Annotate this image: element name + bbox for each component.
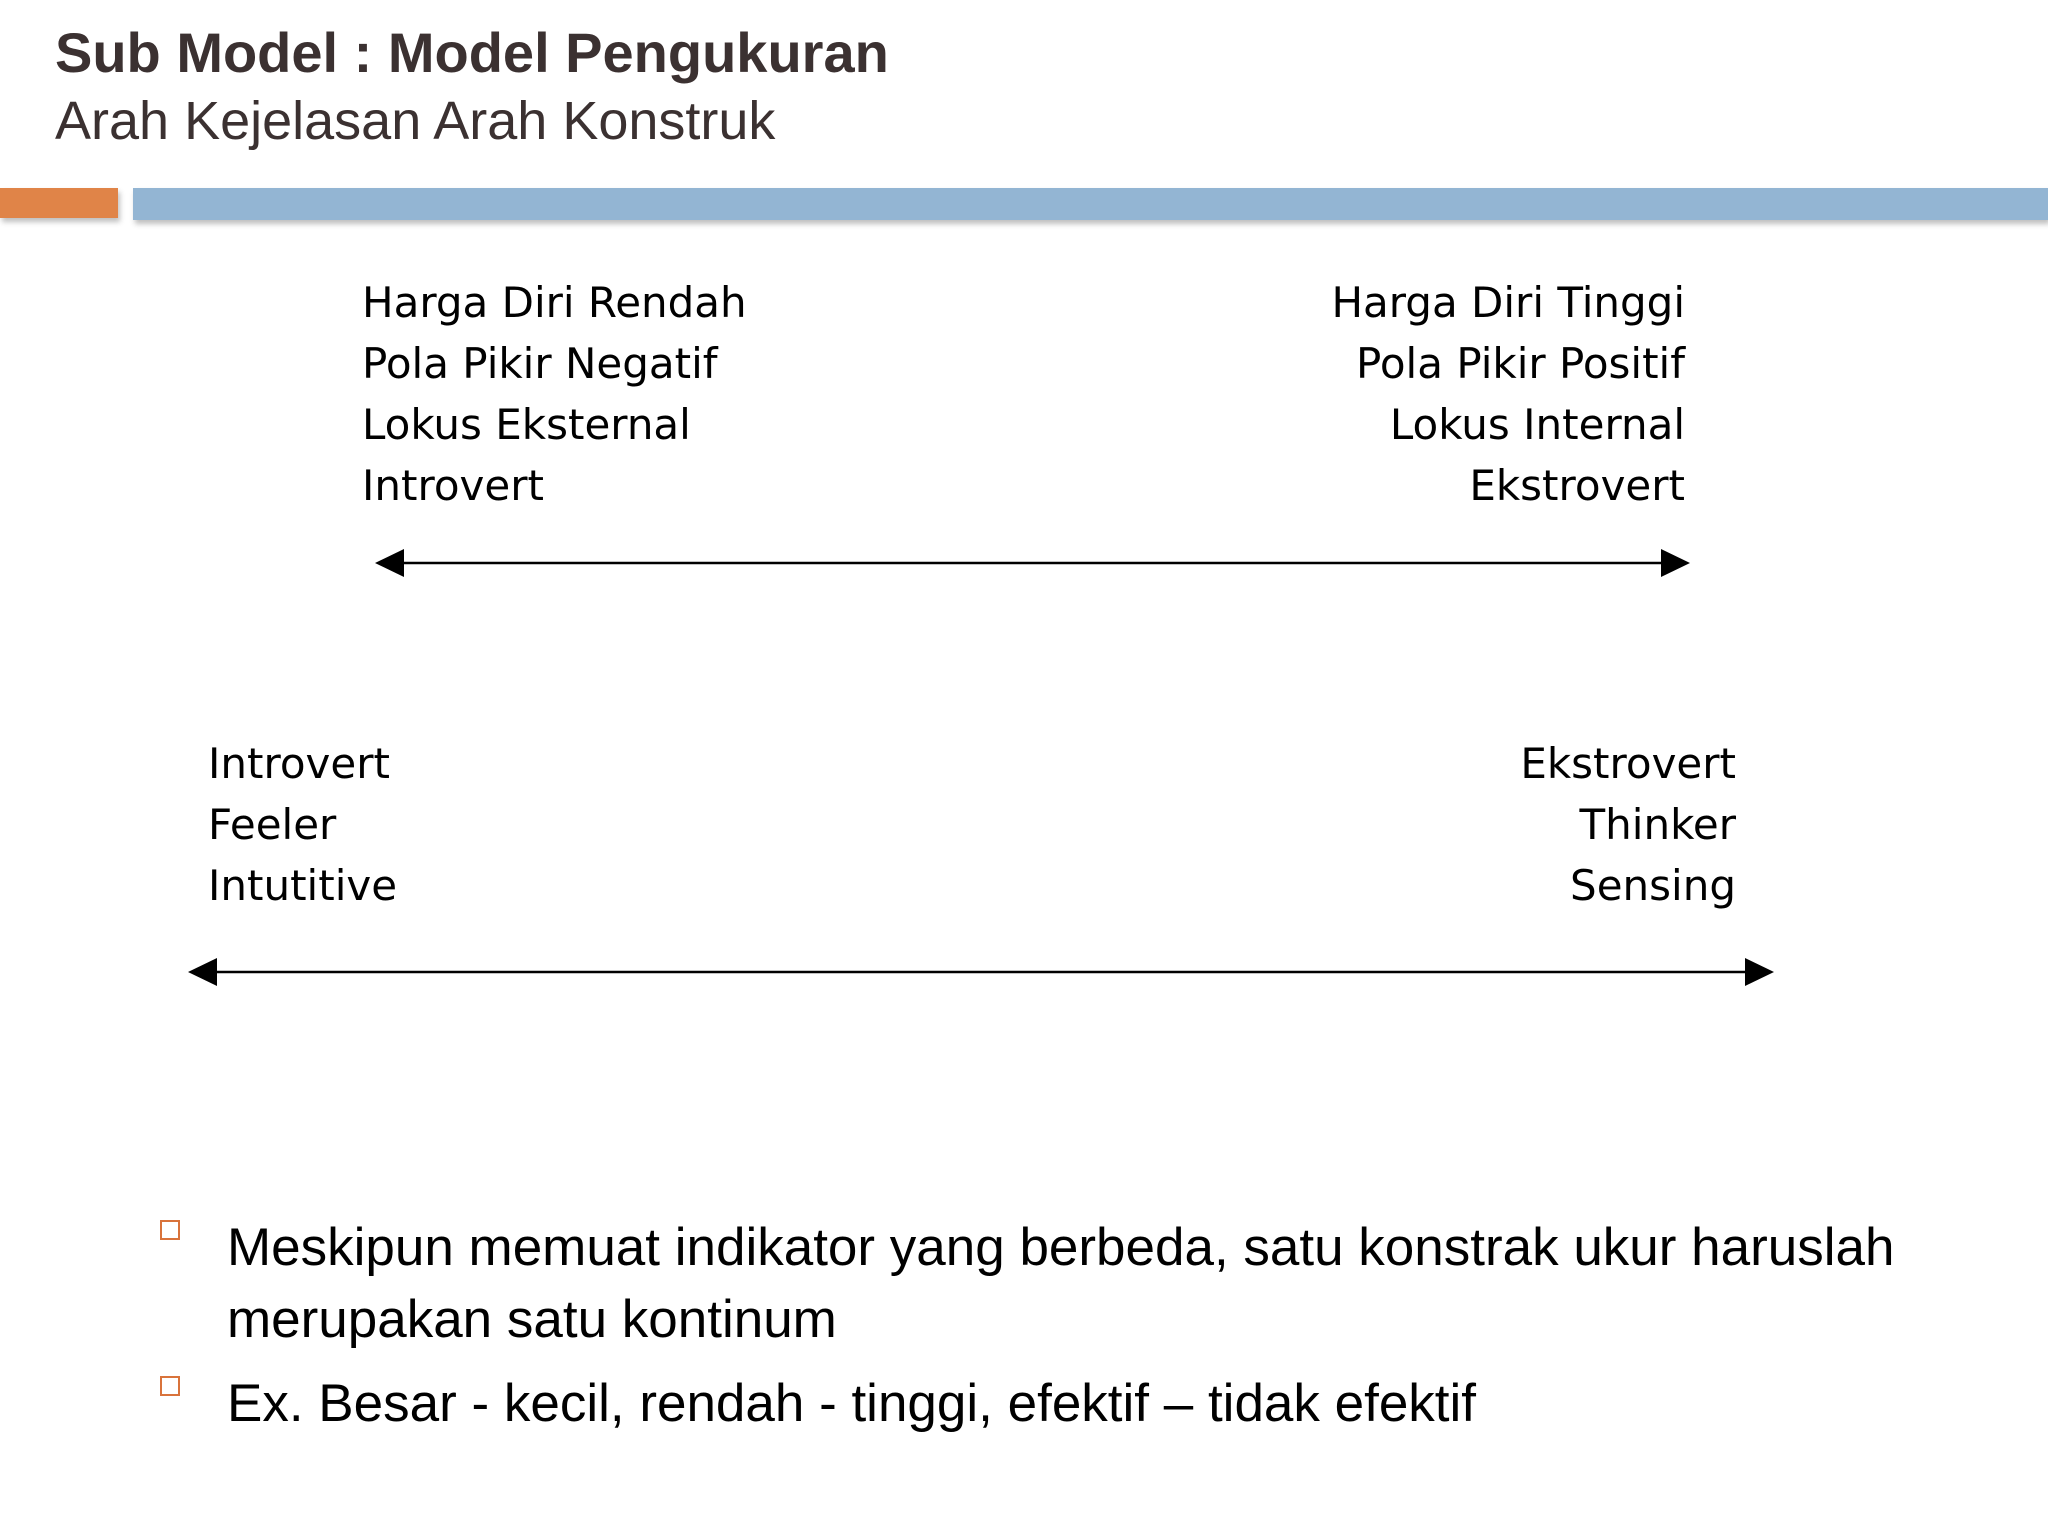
continuum-1-right-label: Lokus Internal — [1389, 400, 1685, 449]
square-bullet-icon — [160, 1376, 180, 1396]
bullet-text: Ex. Besar - kecil, rendah - tinggi, efektif – tidak efektif — [227, 1374, 1477, 1433]
continuum-2-left-labels — [208, 733, 397, 916]
continuum-1-left-label: Harga Diri Rendah — [362, 278, 747, 327]
continuum-1-left-label: Pola Pikir Negatif — [362, 339, 718, 388]
square-bullet-icon — [160, 1220, 180, 1240]
page-title: Sub Model : Model Pengukuran — [55, 21, 889, 84]
continuum-2-right-labels — [1520, 733, 1736, 916]
continuum-1-left-label: Lokus Eksternal — [362, 400, 691, 449]
continuum-2-right-label: Thinker — [1579, 800, 1736, 849]
bullet-item — [160, 1368, 1960, 1440]
continuum-1-right-label: Harga Diri Tinggi — [1331, 278, 1685, 327]
continuum-2-arrowhead-right — [1745, 958, 1774, 986]
continuum-2-arrowhead-left — [188, 958, 217, 986]
bullet-item — [160, 1212, 1960, 1356]
continuum-1-arrow — [375, 549, 1690, 577]
continuum-1-right-label: Ekstrovert — [1469, 461, 1685, 510]
bullet-list — [160, 1212, 1960, 1452]
continuum-2-right-label: Sensing — [1570, 861, 1736, 910]
continuum-2-arrow — [188, 958, 1774, 986]
continuum-2-left-label: Intutitive — [208, 861, 398, 910]
continuum-1-left-label: Introvert — [362, 461, 544, 510]
continuum-2-right-label: Ekstrovert — [1520, 739, 1736, 788]
continuum-1-arrowhead-left — [375, 549, 404, 577]
page-subtitle: Arah Kejelasan Arah Konstruk — [55, 91, 776, 151]
continuum-1-arrowhead-right — [1661, 549, 1690, 577]
continuum-1-right-label: Pola Pikir Positif — [1356, 339, 1685, 388]
continuum-2-left-label: Feeler — [208, 800, 337, 849]
continuum-2-left-label: Introvert — [208, 739, 390, 788]
bullet-text: Meskipun memuat indikator yang berbeda, satu konstrak ukur haruslah merupakan satu kontinum — [227, 1218, 1895, 1349]
